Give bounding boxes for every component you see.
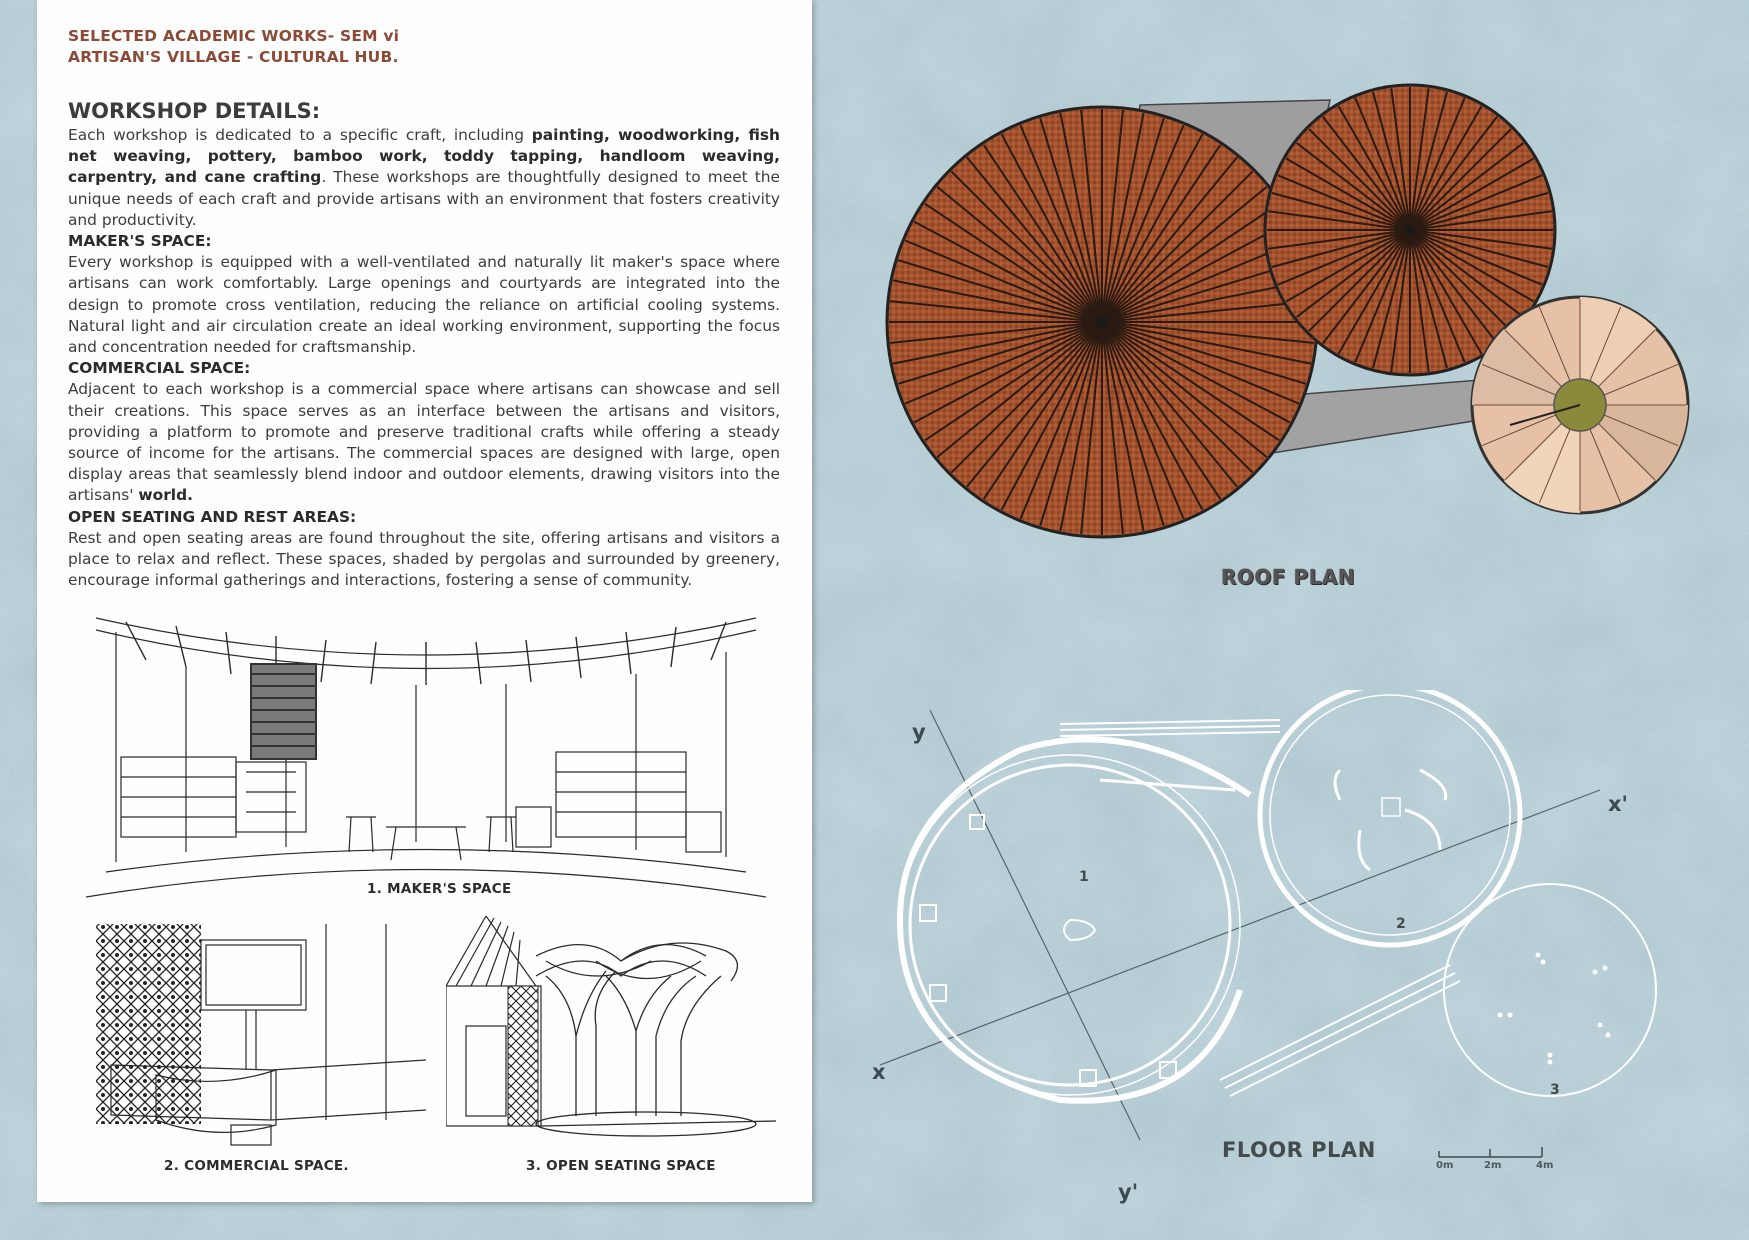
open-seating-body: Rest and open seating areas are found throughout the site, offering artisans and visitors a place to relax and reflect. These spaces, shaded by pergolas and surrounded by greenery, encourage informal gatherings and interactions, fostering a sense of community. [68, 528, 780, 590]
open-seating-sketch [446, 916, 776, 1150]
header-line-2: ARTISAN'S VILLAGE - CULTURAL HUB. [68, 48, 399, 66]
project-header [68, 26, 399, 68]
description-text [68, 98, 780, 591]
commercial-space-sketch [96, 920, 426, 1150]
scale-label-0: 0m [1436, 1160, 1454, 1171]
makers-space-sketch [86, 612, 766, 910]
commercial-space-body [68, 379, 780, 506]
header-line-1: SELECTED ACADEMIC WORKS- SEM vi [68, 27, 400, 45]
commercial-space-title: COMMERCIAL SPACE: [68, 359, 251, 378]
roof-plan-title: ROOF PLAN [1221, 565, 1356, 589]
room-label-3: 3 [1550, 1082, 1560, 1098]
caption-makers-space: 1. MAKER'S SPACE [367, 881, 512, 897]
commercial-body-bold: world. [138, 486, 193, 505]
floor-plan-drawing [860, 690, 1680, 1150]
roof-plan-drawing [880, 70, 1700, 550]
workshop-intro-end: . These workshops are thoughtfully designed to meet the unique needs of each craft and provide artisans with an environment that fosters creativity and productivity. [68, 168, 780, 229]
axis-label-y-prime: y' [1118, 1180, 1139, 1204]
workshop-details-title: WORKSHOP DETAILS: [68, 99, 321, 123]
commercial-body-text: Adjacent to each workshop is a commercial space where artisans can showcase and sell their creations. This space serves as an interface between the artisans and visitors, providing a platform to promote and preserve traditional crafts while offering a steady source of income for the artisans. The commercial spaces are designed with large, open display areas that seamlessly blend indoor and outdoor elements, drawing visitors into the artisans' [68, 380, 780, 505]
scale-label-4: 4m [1536, 1160, 1554, 1171]
axis-label-x-prime: x' [1608, 792, 1628, 816]
workshop-crafts-list: painting, woodworking, fish net weaving, pottery, bamboo work, toddy tapping, handloom weaving, carpentry, and cane crafting [68, 126, 780, 187]
caption-commercial-space: 2. COMMERCIAL SPACE. [164, 1158, 349, 1174]
axis-label-x: x [872, 1060, 886, 1084]
workshop-details-body [68, 125, 780, 231]
caption-open-seating: 3. OPEN SEATING SPACE [526, 1158, 716, 1174]
makers-space-body: Every workshop is equipped with a well-ventilated and naturally lit maker's space where artisans can work comfortably. Large openings and courtyards are integrated into the design to promote cross ventilation, reducing the reliance on artificial cooling systems. Natural light and air circulation create an ideal working environment, supporting the focus and concentration needed for craftsmanship. [68, 253, 780, 357]
makers-space-title: MAKER'S SPACE: [68, 232, 212, 251]
axis-label-y: y [912, 720, 926, 744]
room-label-1: 1 [1079, 869, 1089, 885]
floor-plan-title: FLOOR PLAN [1222, 1138, 1376, 1162]
workshop-intro-text: Each workshop is dedicated to a specific craft, including [68, 126, 532, 144]
scale-label-2: 2m [1484, 1160, 1502, 1171]
open-seating-title: OPEN SEATING AND REST AREAS: [68, 507, 357, 526]
room-label-2: 2 [1396, 916, 1406, 932]
